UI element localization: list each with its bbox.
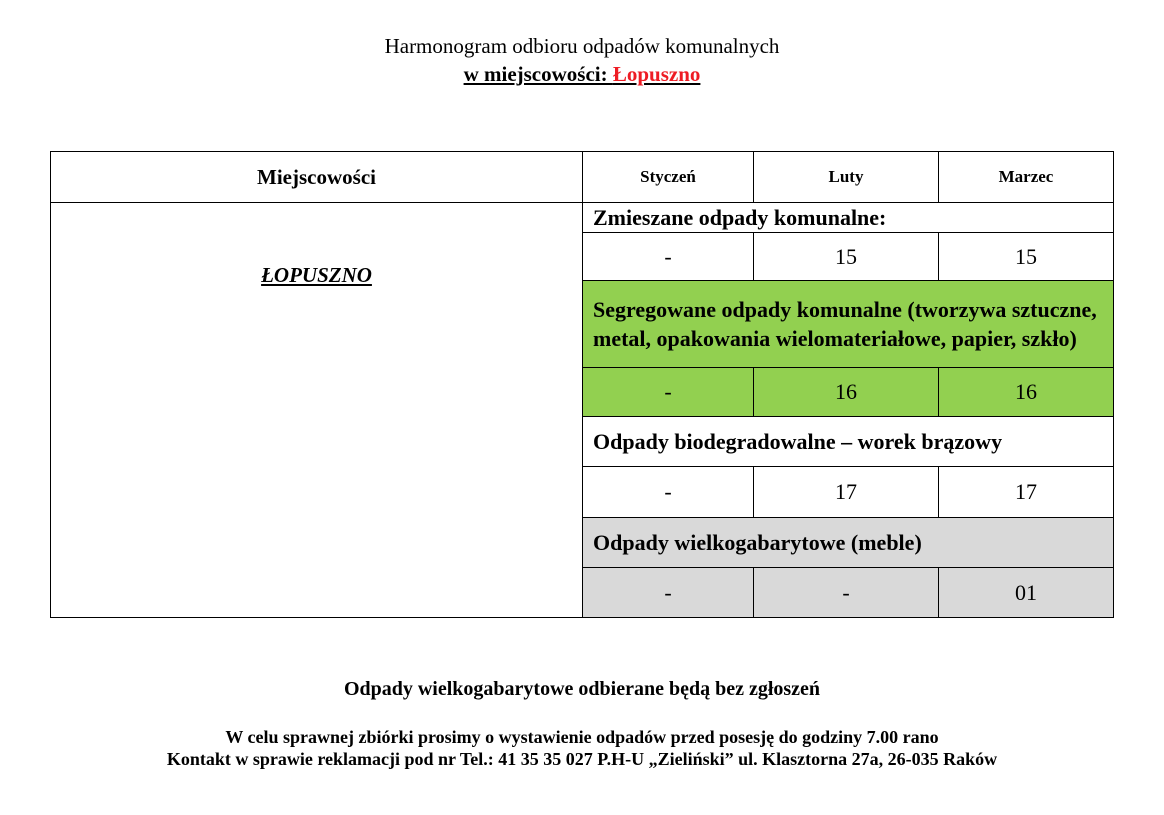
subtitle-place-name: Łopuszno xyxy=(612,62,701,86)
category-label-bulky: Odpady wielkogabarytowe (meble) xyxy=(583,518,1114,568)
document-title: Harmonogram odbioru odpadów komunalnych xyxy=(384,34,780,58)
value-bulky-feb: - xyxy=(754,568,939,618)
value-bulky-mar: 01 xyxy=(939,568,1114,618)
value-mixed-jan: - xyxy=(583,233,754,281)
header-location: Miejscowości xyxy=(51,152,583,203)
value-bulky-jan: - xyxy=(583,568,754,618)
category-row-mixed xyxy=(51,203,1114,233)
collection-time-note: W celu sprawnej zbiórki prosimy o wystawienie odpadów przed posesję do godziny 7.00 rano xyxy=(225,727,939,747)
subtitle-prefix-text: w miejscowości: xyxy=(463,62,613,86)
value-mixed-feb: 15 xyxy=(754,233,939,281)
category-label-segregated: Segregowane odpady komunalne (tworzywa sztuczne, metal, opakowania wielomateriałowe, papier, szkło) xyxy=(583,281,1114,368)
header-month-3: Marzec xyxy=(939,152,1114,203)
subtitle-prefix xyxy=(464,62,701,86)
value-mixed-mar: 15 xyxy=(939,233,1114,281)
category-label-bio: Odpady biodegradowalne – worek brązowy xyxy=(583,417,1114,467)
value-segregated-feb: 16 xyxy=(754,368,939,417)
table-header-row xyxy=(51,152,1114,203)
category-label-mixed: Zmieszane odpady komunalne: xyxy=(583,203,1114,233)
location-name: ŁOPUSZNO xyxy=(261,263,372,287)
bulky-waste-note: Odpady wielkogabarytowe odbierane będą bez zgłoszeń xyxy=(343,678,821,700)
header-month-2: Luty xyxy=(754,152,939,203)
value-segregated-jan: - xyxy=(583,368,754,417)
contact-note: Kontakt w sprawie reklamacji pod nr Tel.: 41 35 35 027 P.H-U „Zieliński” ul. Klasztorna 27a, 26-035 Raków xyxy=(166,749,998,769)
header-month-1: Styczeń xyxy=(583,152,754,203)
value-bio-jan: - xyxy=(583,467,754,518)
value-segregated-mar: 16 xyxy=(939,368,1114,417)
value-bio-mar: 17 xyxy=(939,467,1114,518)
schedule-table xyxy=(50,151,1114,618)
location-cell xyxy=(51,203,583,618)
value-bio-feb: 17 xyxy=(754,467,939,518)
document-subtitle xyxy=(0,62,1164,87)
